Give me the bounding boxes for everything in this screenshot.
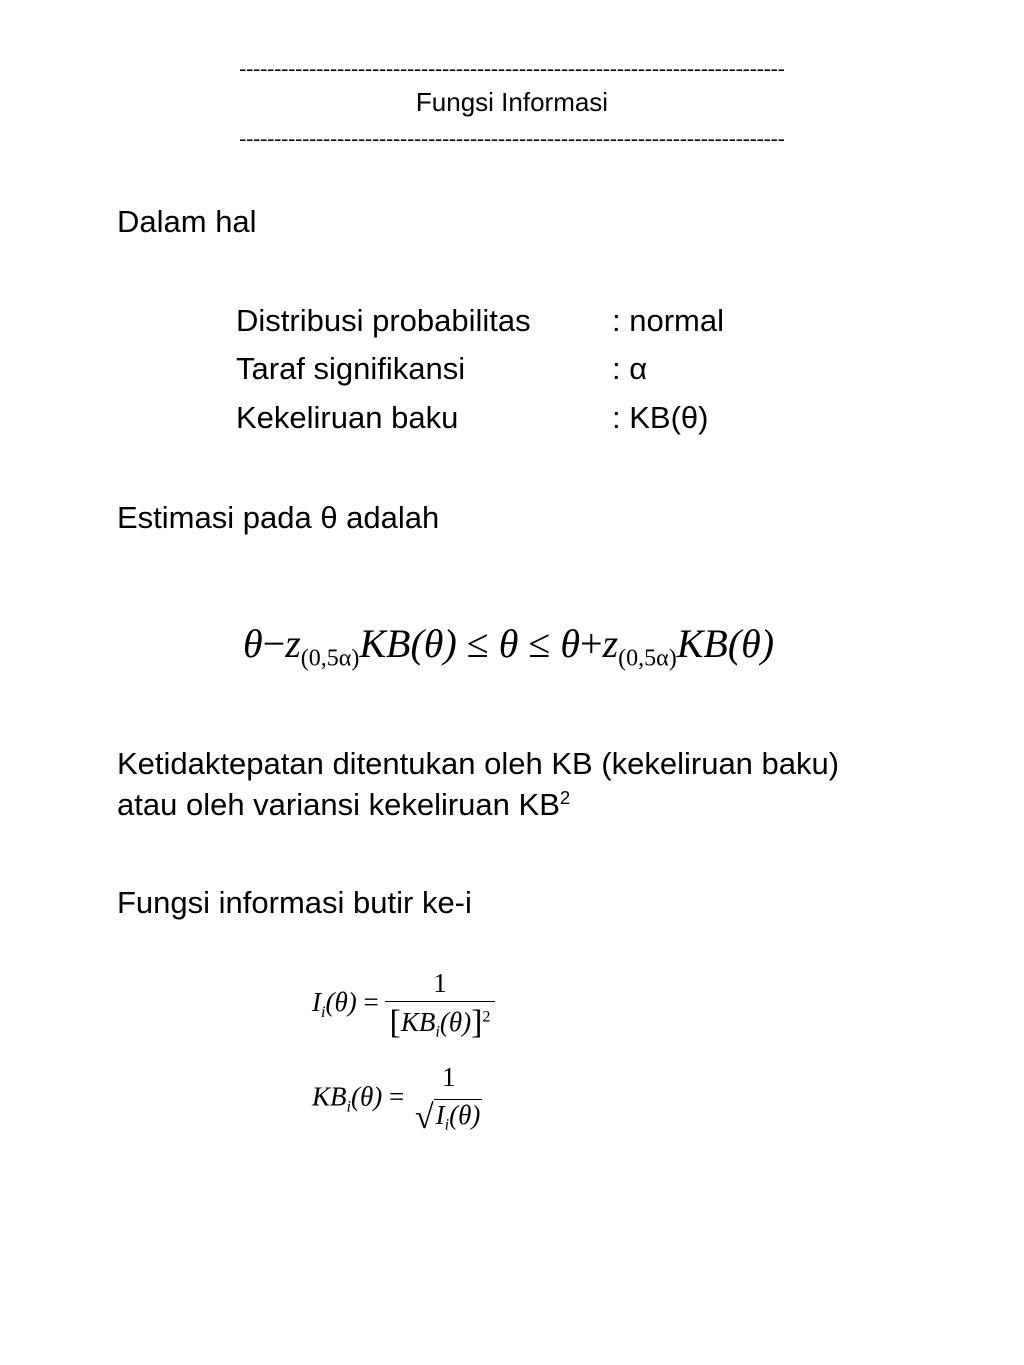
confidence-interval-formula: $\theta-z_{(0,5\alpha)}KB(\theta) \le \theta \le \theta+z_{(0,5\alpha)}KB(\theta)$ [243,621,775,672]
paragraph-line-2: atau oleh variansi kekeliruan $KB^2$ [117,787,571,823]
page-title: Fungsi Informasi [415,87,609,117]
condition-label-standard-error: Kekeliruan baku [236,400,459,435]
header-rule-bottom: ------------------------------------------------------------------------------ [239,126,785,150]
intro-text: Dalam hal [117,204,257,239]
condition-label-distribution: Distribusi probabilitas [236,303,531,338]
header-rule-top: ------------------------------------------------------------------------------ [239,56,785,80]
paragraph-line-1: Ketidaktepatan ditentukan oleh KB (kekeliruan baku) [117,746,840,781]
condition-value-standard-error: : KB(θ) [612,400,709,435]
info-function-title: Fungsi informasi butir ke-i [117,885,472,920]
condition-value-distribution: : normal [612,303,724,338]
estimate-text: Estimasi pada θ adalah [117,500,440,535]
standard-error-formula: $KB_i(\theta)$ = 1 $√I_i(\theta)$ [312,1062,481,1136]
information-formula: $I_i(\theta)$ = $\frac{1}{[KB_i(\theta)]^2}$ [312,970,495,1040]
condition-value-significance: : α [612,351,648,386]
condition-label-significance: Taraf signifikansi [236,351,466,386]
